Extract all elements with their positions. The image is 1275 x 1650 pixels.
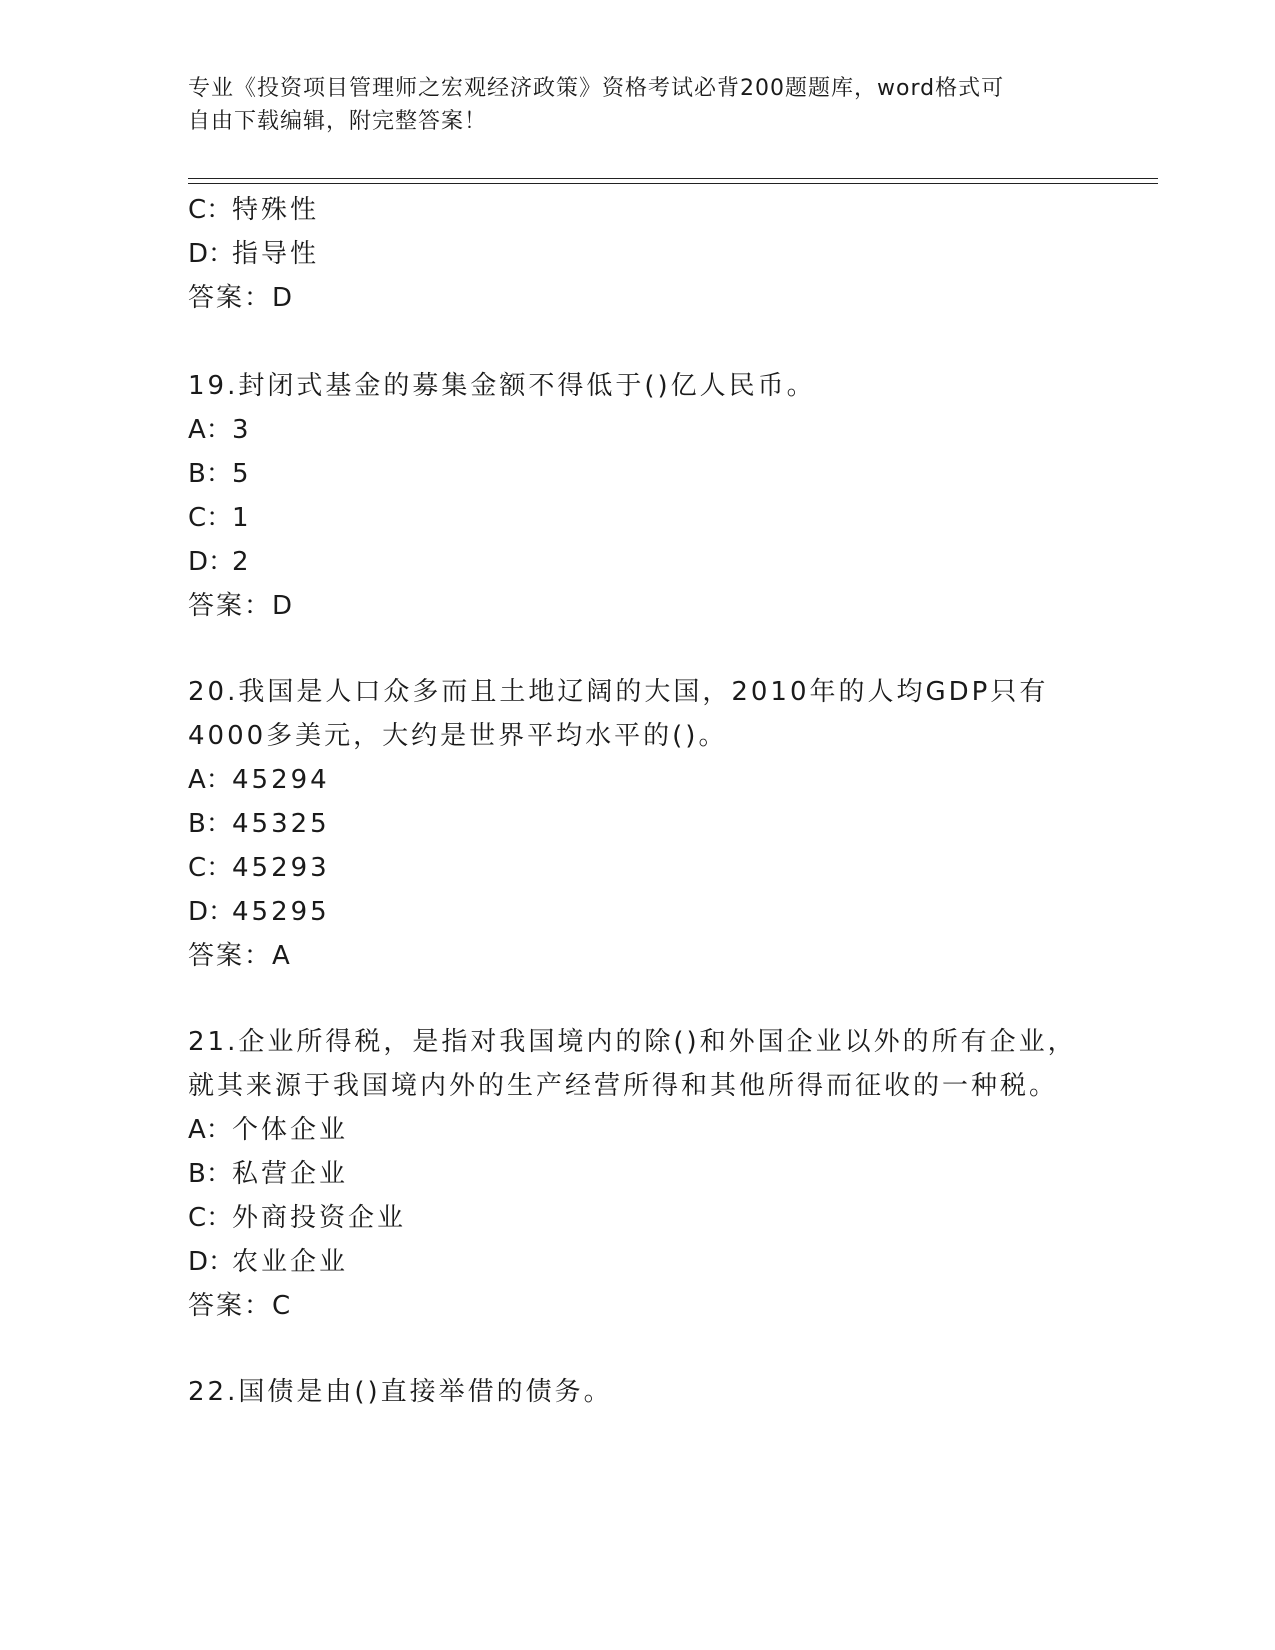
q18-answer: 答案：D (188, 283, 293, 313)
q22-stem: 22.国债是由()直接举借的债务。 (188, 1377, 613, 1407)
header-line-1: 专业《投资项目管理师之宏观经济政策》资格考试必背200题题库，word格式可 (188, 76, 1005, 101)
q19-answer: 答案：D (188, 591, 293, 621)
q19-option-c: C：1 (188, 503, 252, 533)
q20-option-b: B：45325 (188, 809, 330, 839)
q19-option-d: D：2 (188, 547, 252, 577)
q19-stem: 19.封闭式基金的募集金额不得低于()亿人民币。 (188, 371, 816, 401)
q21-option-c: C：外商投资企业 (188, 1203, 407, 1233)
q21-option-b: B：私营企业 (188, 1159, 349, 1189)
q19-option-b: B：5 (188, 459, 252, 489)
q20-option-d: D：45295 (188, 897, 330, 927)
q20-option-c: C：45293 (188, 853, 330, 883)
header-line-2: 自由下载编辑，附完整答案！ (188, 109, 488, 134)
q21-option-d: D：农业企业 (188, 1247, 349, 1277)
q20-stem-line-1: 20.我国是人口众多而且土地辽阔的大国，2010年的人均GDP只有 (188, 677, 1049, 707)
q21-answer: 答案：C (188, 1291, 291, 1321)
header-divider-top (188, 178, 1158, 179)
q18-option-d: D：指导性 (188, 239, 320, 269)
q18-option-c: C：特殊性 (188, 195, 320, 225)
q20-stem-line-2: 4000多美元，大约是世界平均水平的()。 (188, 721, 728, 751)
q19-option-a: A：3 (188, 415, 252, 445)
q21-stem-line-2: 就其来源于我国境内外的生产经营所得和其他所得而征收的一种税。 (188, 1071, 1059, 1101)
q21-stem-line-1: 21.企业所得税，是指对我国境内的除()和外国企业以外的所有企业， (188, 1027, 1077, 1057)
q20-answer: 答案：A (188, 941, 290, 971)
q21-option-a: A：个体企业 (188, 1115, 349, 1145)
q20-option-a: A：45294 (188, 765, 330, 795)
document-header (188, 72, 1068, 138)
header-divider-bottom (188, 183, 1158, 184)
